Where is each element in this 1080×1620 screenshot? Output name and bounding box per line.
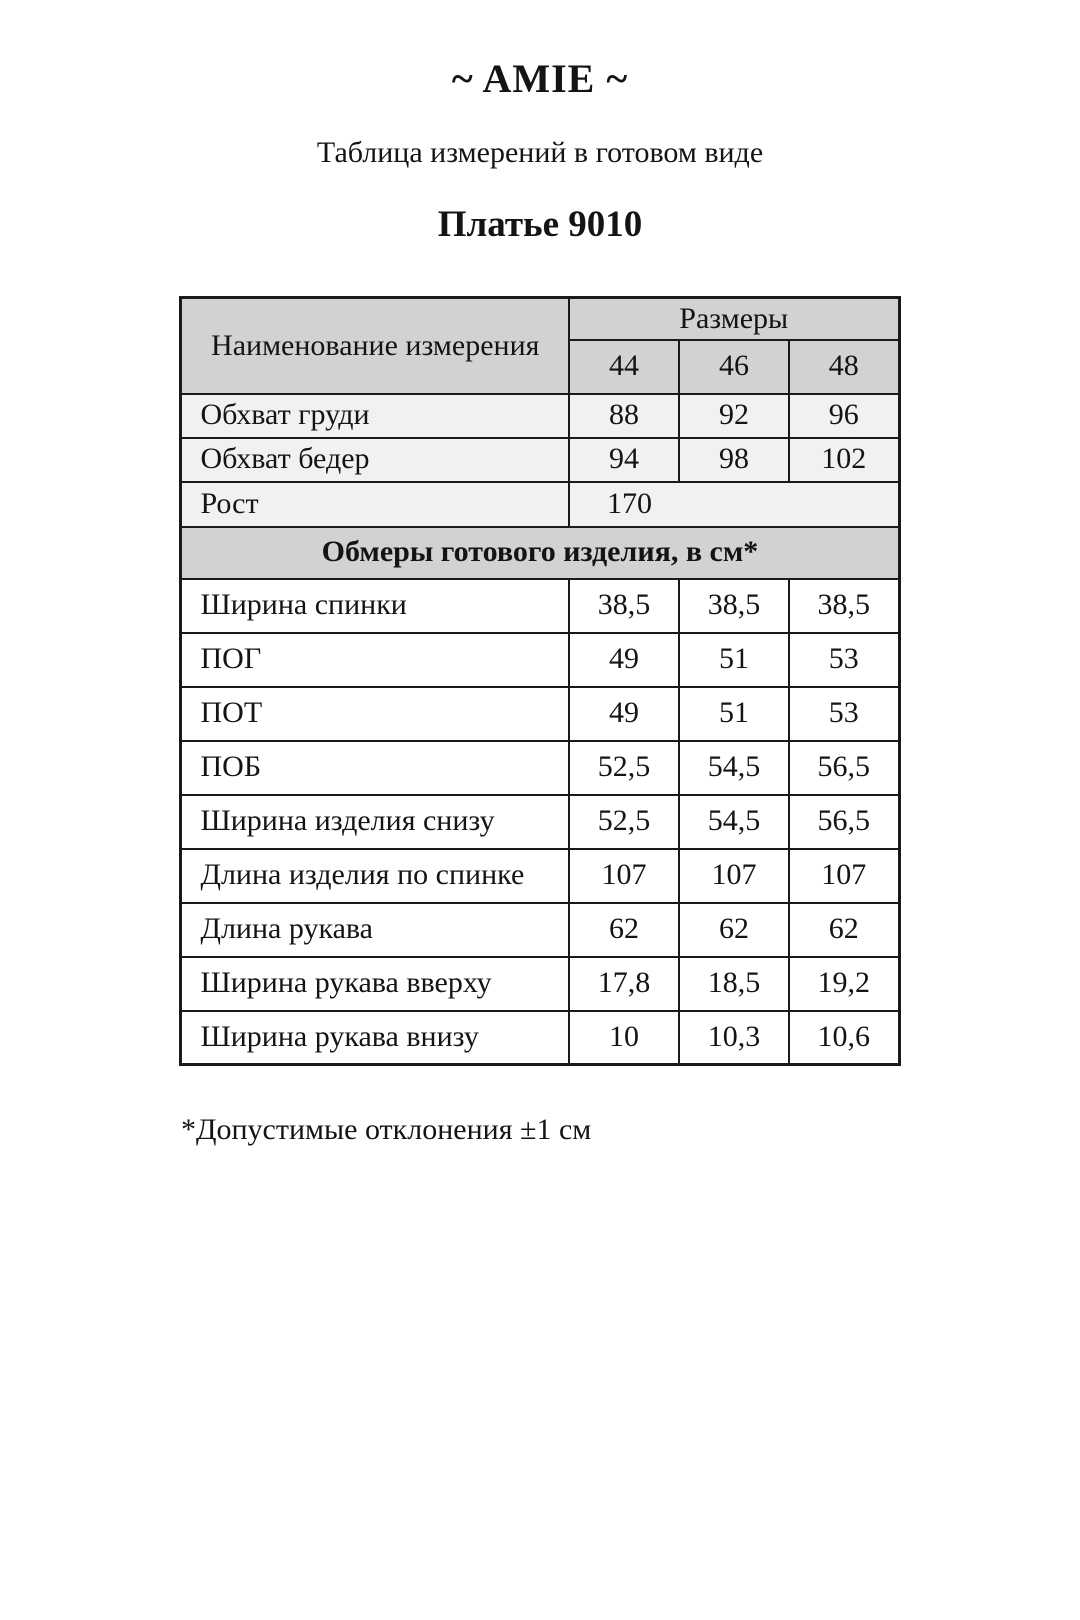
row-value: 96: [789, 394, 899, 438]
row-value: 49: [569, 687, 679, 741]
row-value: 98: [679, 438, 789, 482]
row-value: 10: [569, 1011, 679, 1065]
row-label: Обхват груди: [181, 394, 569, 438]
section-header: Обмеры готового изделия, в см*: [181, 527, 899, 579]
row-label: ПОБ: [181, 741, 569, 795]
row-value: 19,2: [789, 957, 899, 1011]
row-value: 54,5: [679, 741, 789, 795]
row-label: Ширина спинки: [181, 579, 569, 633]
product-title: Платье 9010: [437, 204, 643, 245]
table-row: [181, 1011, 899, 1065]
row-label: Длина рукава: [181, 903, 569, 957]
row-value: 54,5: [679, 795, 789, 849]
row-value: 107: [679, 849, 789, 903]
row-value: 38,5: [789, 579, 899, 633]
section-header-row: [181, 527, 899, 579]
row-value: 53: [789, 687, 899, 741]
document-subtitle: Таблица измерений в готовом виде: [316, 136, 764, 169]
measurements-table: [179, 296, 900, 1066]
row-value: 10,3: [679, 1011, 789, 1065]
row-label: Обхват бедер: [181, 438, 569, 482]
row-value: 94: [569, 438, 679, 482]
row-value: 107: [789, 849, 899, 903]
table-row: [181, 482, 899, 527]
table-row: [181, 741, 899, 795]
row-value: 62: [679, 903, 789, 957]
row-value: 10,6: [789, 1011, 899, 1065]
size-column-46: 46: [679, 340, 789, 394]
row-value: 53: [789, 633, 899, 687]
row-label: Ширина изделия снизу: [181, 795, 569, 849]
table-row: [181, 795, 899, 849]
table-row: [181, 633, 899, 687]
row-value: 49: [569, 633, 679, 687]
size-column-44: 44: [569, 340, 679, 394]
table-row: [181, 903, 899, 957]
measurement-name-header: Наименование измерения: [181, 298, 569, 394]
size-column-48: 48: [789, 340, 899, 394]
row-value: 88: [569, 394, 679, 438]
row-value: 107: [569, 849, 679, 903]
row-value: 38,5: [679, 579, 789, 633]
row-label: Ширина рукава вверху: [181, 957, 569, 1011]
row-label: Длина изделия по спинке: [181, 849, 569, 903]
row-value: 52,5: [569, 795, 679, 849]
row-value: 62: [569, 903, 679, 957]
table-row: [181, 849, 899, 903]
row-value: 52,5: [569, 741, 679, 795]
table-row: [181, 394, 899, 438]
row-value: 62: [789, 903, 899, 957]
row-value: 18,5: [679, 957, 789, 1011]
sizes-header: Размеры: [569, 298, 899, 340]
row-value: 170: [569, 482, 899, 527]
row-value: 51: [679, 633, 789, 687]
brand-title: ~ AMIE ~: [451, 56, 629, 101]
row-label: ПОТ: [181, 687, 569, 741]
row-label: Ширина рукава внизу: [181, 1011, 569, 1065]
tolerance-footnote: *Допустимые отклонения ±1 см: [181, 1113, 592, 1146]
row-label: ПОГ: [181, 633, 569, 687]
table-row: [181, 687, 899, 741]
row-value: 56,5: [789, 741, 899, 795]
row-label: Рост: [181, 482, 569, 527]
table-row: [181, 957, 899, 1011]
row-value: 92: [679, 394, 789, 438]
row-value: 102: [789, 438, 899, 482]
row-value: 51: [679, 687, 789, 741]
row-value: 56,5: [789, 795, 899, 849]
row-value: 17,8: [569, 957, 679, 1011]
table-row: [181, 438, 899, 482]
table-header-row: [181, 298, 899, 340]
row-value: 38,5: [569, 579, 679, 633]
table-row: [181, 579, 899, 633]
